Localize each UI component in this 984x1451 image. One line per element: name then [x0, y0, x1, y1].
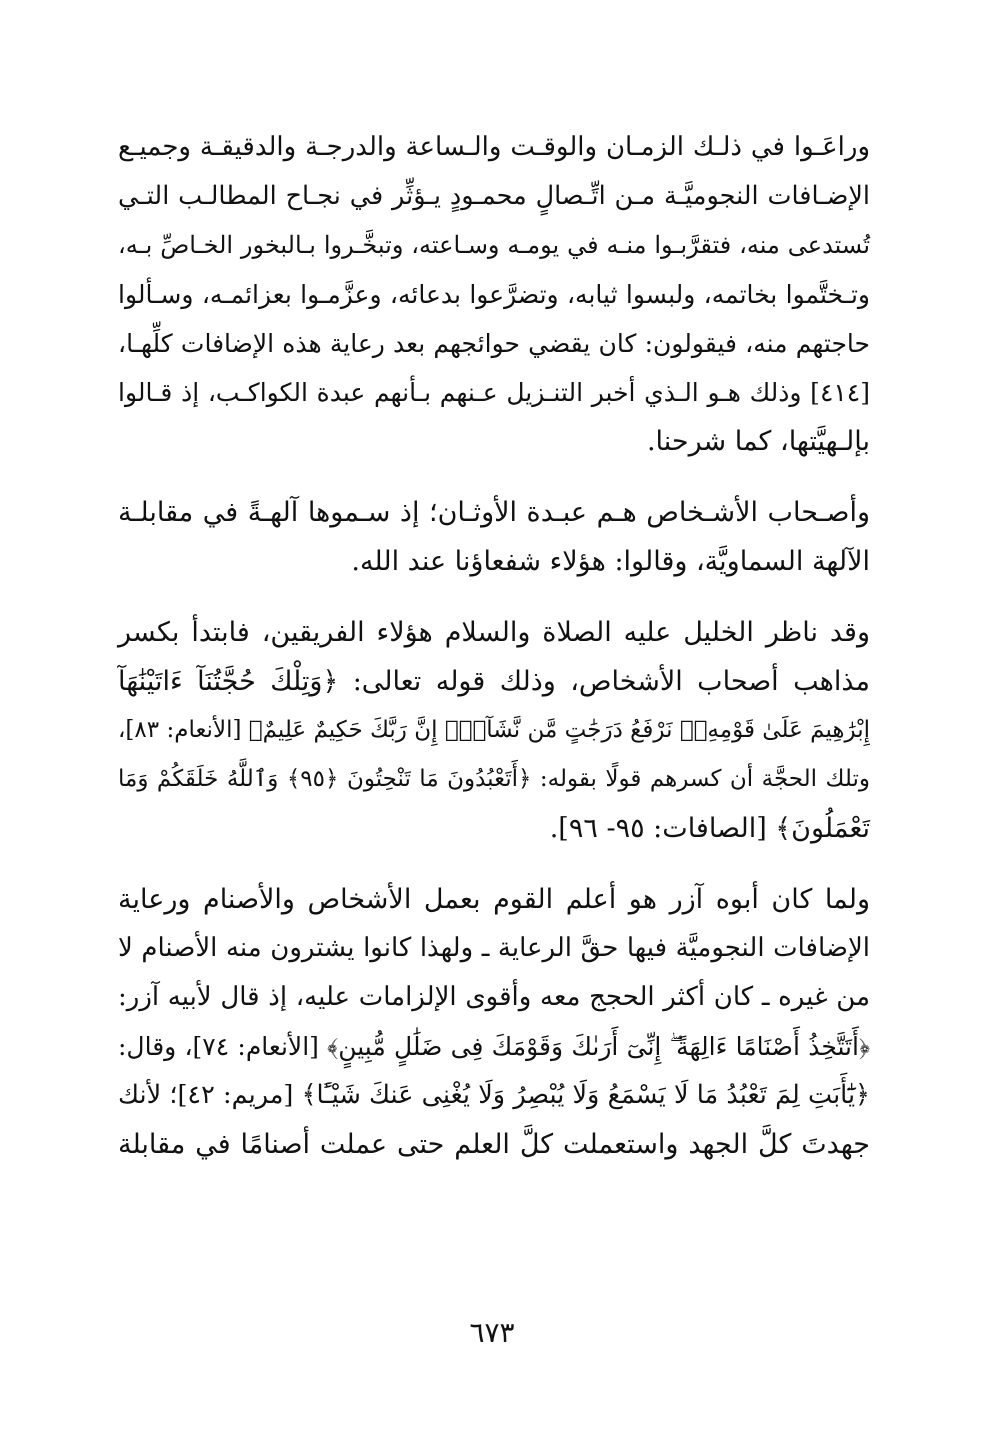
- text-line: إِبْرَٰهِيمَ عَلَىٰ قَوْمِهِۦۚ نَرْفَعُ دَرَجَٰتٍ مَّن نَّشَآءُۗ إِنَّ رَبَّكَ حَكِيمٌ عَلِيمٌ﴾ [الأنعام: ٨٣]،: [118, 717, 870, 743]
- paragraph-idol-worshippers: [118, 488, 870, 586]
- text-line: وتـختَّموا بخاتمه، ولبسوا ثيابه، وتضرَّعوا بدعائه، وعزَّمـوا بعزائمـه، وسـألوا: [118, 280, 870, 309]
- paragraph-gap: [118, 853, 870, 875]
- text-line: بإلـهيَّتها، كما شرحنا.: [646, 426, 870, 457]
- text-line: وقد ناظر الخليل عليه الصلاة والسلام هؤلاء الفريقين، فابتدأ بكسر: [118, 617, 870, 648]
- text-line: [٤١٤] وذلك هـو الـذي أخبر التنـزيل عـنهم بـأنهم عبدة الكواكـب، إذ قـالوا: [118, 378, 870, 407]
- page-number: ٦٧٣: [469, 1316, 515, 1349]
- text-line: حاجتهم منه، فيقولون: كان يقضي حوائجهم بعد رعاية هذه الإضافات كلِّهـا،: [118, 329, 870, 358]
- text-line: من غيره ـ كان أكثر الحجج معه وأقوى الإلزامات عليه، إذ قال لأبيه آزر:: [118, 982, 870, 1012]
- paragraph-astral-relations: [118, 123, 870, 466]
- text-line: مذاهب أصحاب الأشخاص، وذلك قوله تعالى: ﴿وَتِلْكَ حُجَّتُنَآ ءَاتَيْنَٰهَآ: [118, 666, 870, 697]
- paragraph-gap: [118, 586, 870, 608]
- paragraph-khalil-debate: [118, 608, 870, 853]
- text-line: ولما كان أبوه آزر هو أعلم القوم بعمل الأشخاص والأصنام ورعاية: [118, 884, 870, 915]
- text-line: وراعَـوا في ذلـك الزمـان والوقـت والـساعة والدرجـة والدقيقـة وجميـع: [118, 132, 870, 162]
- text-line: الإضافات النجوميَّة فيها حقَّ الرعاية ـ ولهذا كانوا يشترون منه الأصنام لا: [118, 933, 870, 963]
- text-line: تُستدعى منه، فتقرَّبـوا منـه في يومـه وسـاعته، وتبخَّـروا بـالبخور الخـاصِّ بـه،: [118, 231, 870, 259]
- text-line: ﴿أَتَتَّخِذُ أَصْنَامًا ءَالِهَةً ۖ إِنِّىٓ أَرَىٰكَ وَقَوْمَكَ فِى ضَلَٰلٍ مُّبِينٍ﴾ [الأنعام: ٧٤]، وقال:: [118, 1032, 870, 1061]
- text-line: الآلهة السماويَّة، وقالوا: هؤلاء شفعاؤنا عند الله.: [351, 546, 870, 577]
- page-body: [118, 123, 870, 1169]
- text-line: وأصـحاب الأشـخاص هـم عبـدة الأوثـان؛ إذ سـموها آلهـةً في مقابلـة: [118, 497, 870, 528]
- text-line: وتلك الحجَّة أن كسرهم قولًا بقوله: ﴿أَتَعْبُدُونَ مَا تَنْحِتُونَ ﴿٩٥﴾ وَٱللَّهُ خَلَقَكُمْ وَمَا: [118, 766, 870, 792]
- paragraph-azar: [118, 875, 870, 1169]
- text-line: الإضـافات النجوميَّـة مـن اتِّـصالٍ محمـودٍ يـؤثِّر في نجـاح المطالـب التـي: [118, 181, 870, 211]
- text-line: ﴿يَٰٓأَبَتِ لِمَ تَعْبُدُ مَا لَا يَسْمَعُ وَلَا يُبْصِرُ وَلَا يُغْنِى عَنكَ شَيْـًٔا﴾ [مريم: ٤٢]؛ لأنك: [118, 1080, 870, 1110]
- text-line: جهدتَ كلَّ الجهد واستعملت كلَّ العلم حتى عملت أصنامًا في مقابلة: [118, 1129, 870, 1160]
- text-line: تَعْمَلُونَ﴾ [الصافات: ٩٥- ٩٦].: [549, 813, 870, 844]
- paragraph-gap: [118, 466, 870, 488]
